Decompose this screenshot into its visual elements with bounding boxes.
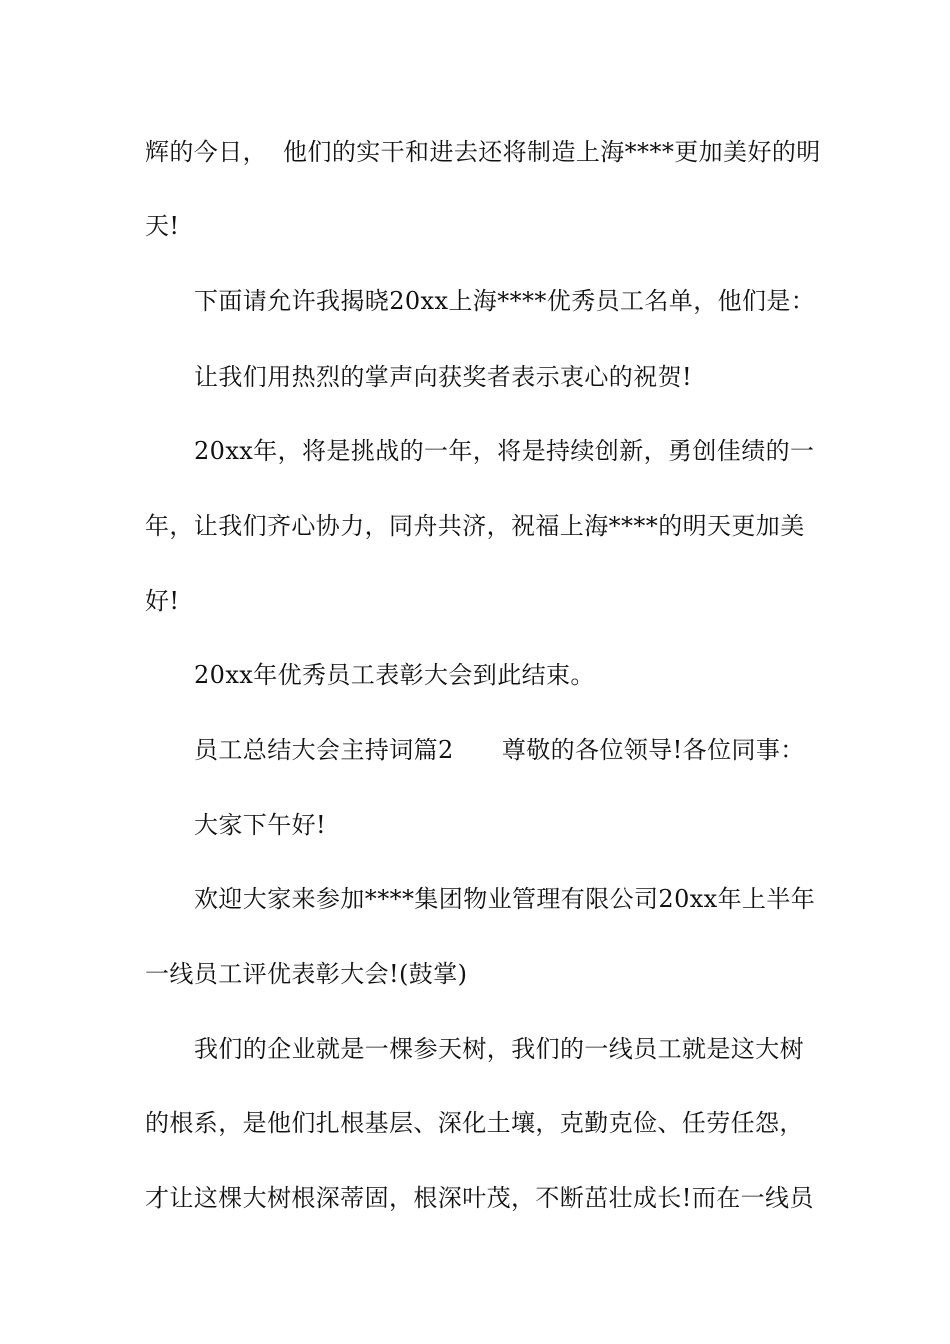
text-line: 20xx年，将是挑战的一年，将是持续创新，勇创佳绩的一 (194, 437, 815, 465)
text-line: 我们的企业就是一棵参天树，我们的一线员工就是这大树 (194, 1035, 804, 1063)
text-line: 的根系，是他们扎根基层、深化土壤，克勤克俭、任劳任怨， (145, 1109, 804, 1137)
text-line: 才让这棵大树根深蒂固，根深叶茂，不断茁壮成长!而在一线员 (145, 1184, 814, 1212)
text-line: 大家下午好! (194, 811, 327, 839)
text-line: 欢迎大家来参加****集团物业管理有限公司20xx年上半年 (194, 885, 816, 913)
text-line: 年，让我们齐心协力，同舟共济，祝福上海****的明天更加美 (145, 512, 805, 540)
text-line: 一线员工评优表彰大会!(鼓掌) (145, 960, 468, 988)
text-line: 让我们用热烈的掌声向获奖者表示衷心的祝贺! (194, 363, 693, 391)
text-line: 下面请允许我揭晓20xx上海****优秀员工名单，他们是： (194, 287, 816, 315)
text-line: 辉的今日， 他们的实干和进去还将制造上海****更加美好的明 (145, 138, 821, 166)
text-line: 天! (145, 212, 180, 240)
text-line: 好! (145, 587, 180, 615)
text-line: 20xx年优秀员工表彰大会到此结束。 (194, 661, 595, 689)
section-heading: 员工总结大会主持词篇2 尊敬的各位领导!各位同事： (194, 736, 805, 764)
